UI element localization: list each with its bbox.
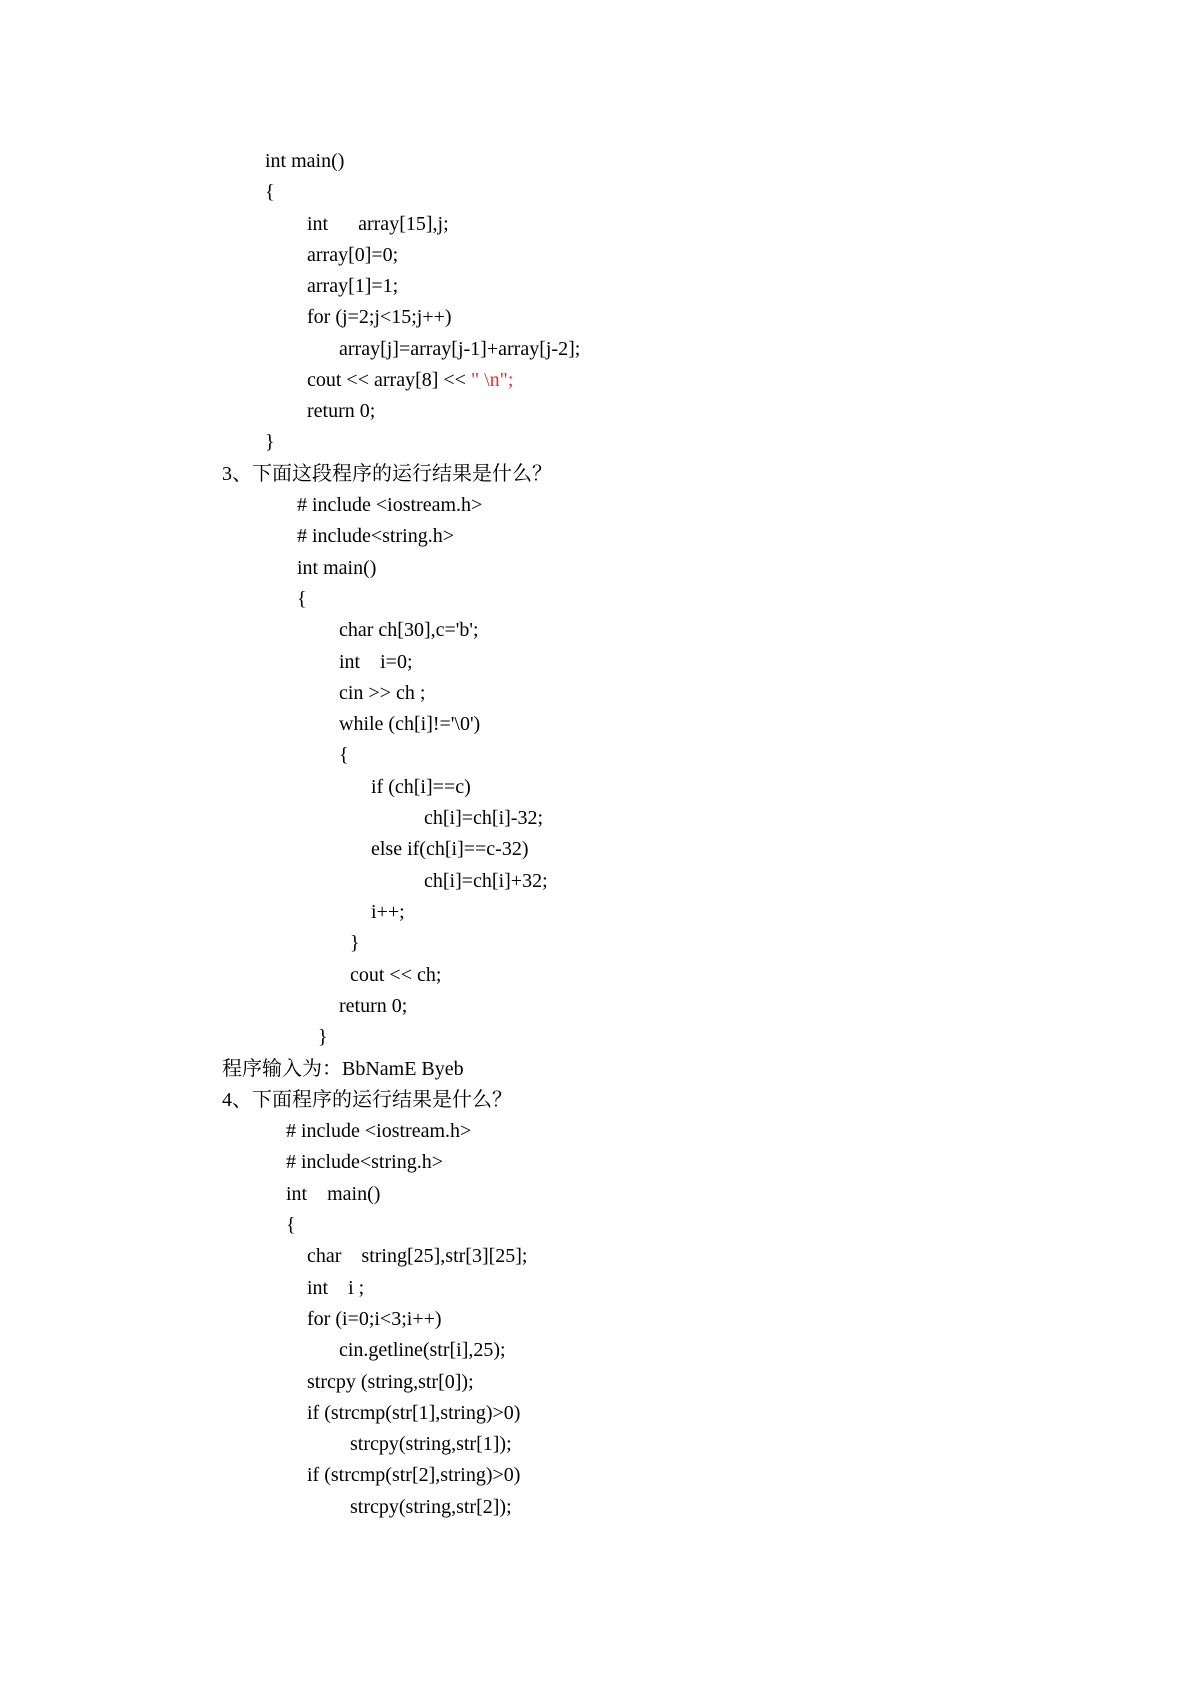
code-line: int main()	[297, 557, 377, 579]
code-line: cin.getline(str[i],25);	[339, 1339, 506, 1361]
code-line: # include<string.h>	[297, 525, 454, 547]
code-line: int i=0;	[339, 651, 413, 673]
code-line: array[1]=1;	[307, 275, 399, 297]
code-line: if (strcmp(str[2],string)>0)	[307, 1464, 521, 1486]
code-line: ch[i]=ch[i]+32;	[424, 870, 548, 892]
code-text: cout << array[8] <<	[307, 369, 471, 391]
code-line: i++;	[371, 901, 405, 923]
question-heading: 3、下面这段程序的运行结果是什么？	[222, 463, 552, 485]
code-line	[307, 368, 513, 392]
code-line: cout << ch;	[350, 964, 442, 986]
code-line: for (j=2;j<15;j++)	[307, 306, 452, 328]
code-line: }	[318, 1026, 328, 1048]
code-line: else if(ch[i]==c-32)	[371, 838, 529, 860]
code-line: int i ;	[307, 1277, 365, 1299]
code-line: return 0;	[339, 995, 408, 1017]
code-line: strcpy(string,str[2]);	[350, 1496, 512, 1518]
code-line: while (ch[i]!='\0')	[339, 713, 481, 735]
program-input-note: 程序输入为：BbNamE Byeb	[222, 1058, 464, 1080]
code-line: char ch[30],c='b';	[339, 619, 479, 641]
code-line: {	[286, 1214, 296, 1236]
code-line: {	[265, 181, 275, 203]
code-line: int array[15],j;	[307, 213, 449, 235]
code-line: {	[339, 744, 349, 766]
code-line: char string[25],str[3][25];	[307, 1245, 528, 1267]
code-line: int main()	[286, 1183, 381, 1205]
code-line: # include<string.h>	[286, 1151, 443, 1173]
code-line: ch[i]=ch[i]-32;	[424, 807, 544, 829]
code-line: # include <iostream.h>	[297, 494, 483, 516]
code-line: if (ch[i]==c)	[371, 776, 471, 798]
code-line: }	[350, 932, 360, 954]
code-line: int main()	[265, 150, 345, 172]
code-line: for (i=0;i<3;i++)	[307, 1308, 442, 1330]
code-line: strcpy(string,str[1]);	[350, 1433, 512, 1455]
code-line: strcpy (string,str[0]);	[307, 1371, 474, 1393]
code-line: cin >> ch ;	[339, 682, 426, 704]
code-line: # include <iostream.h>	[286, 1120, 472, 1142]
code-line: if (strcmp(str[1],string)>0)	[307, 1402, 521, 1424]
code-line: {	[297, 588, 307, 610]
code-line: array[0]=0;	[307, 244, 399, 266]
code-line: array[j]=array[j-1]+array[j-2];	[339, 338, 581, 360]
code-line: }	[265, 431, 275, 453]
code-line: return 0;	[307, 400, 376, 422]
question-heading: 4、下面程序的运行结果是什么？	[222, 1089, 512, 1111]
string-literal: " \n";	[470, 369, 514, 391]
